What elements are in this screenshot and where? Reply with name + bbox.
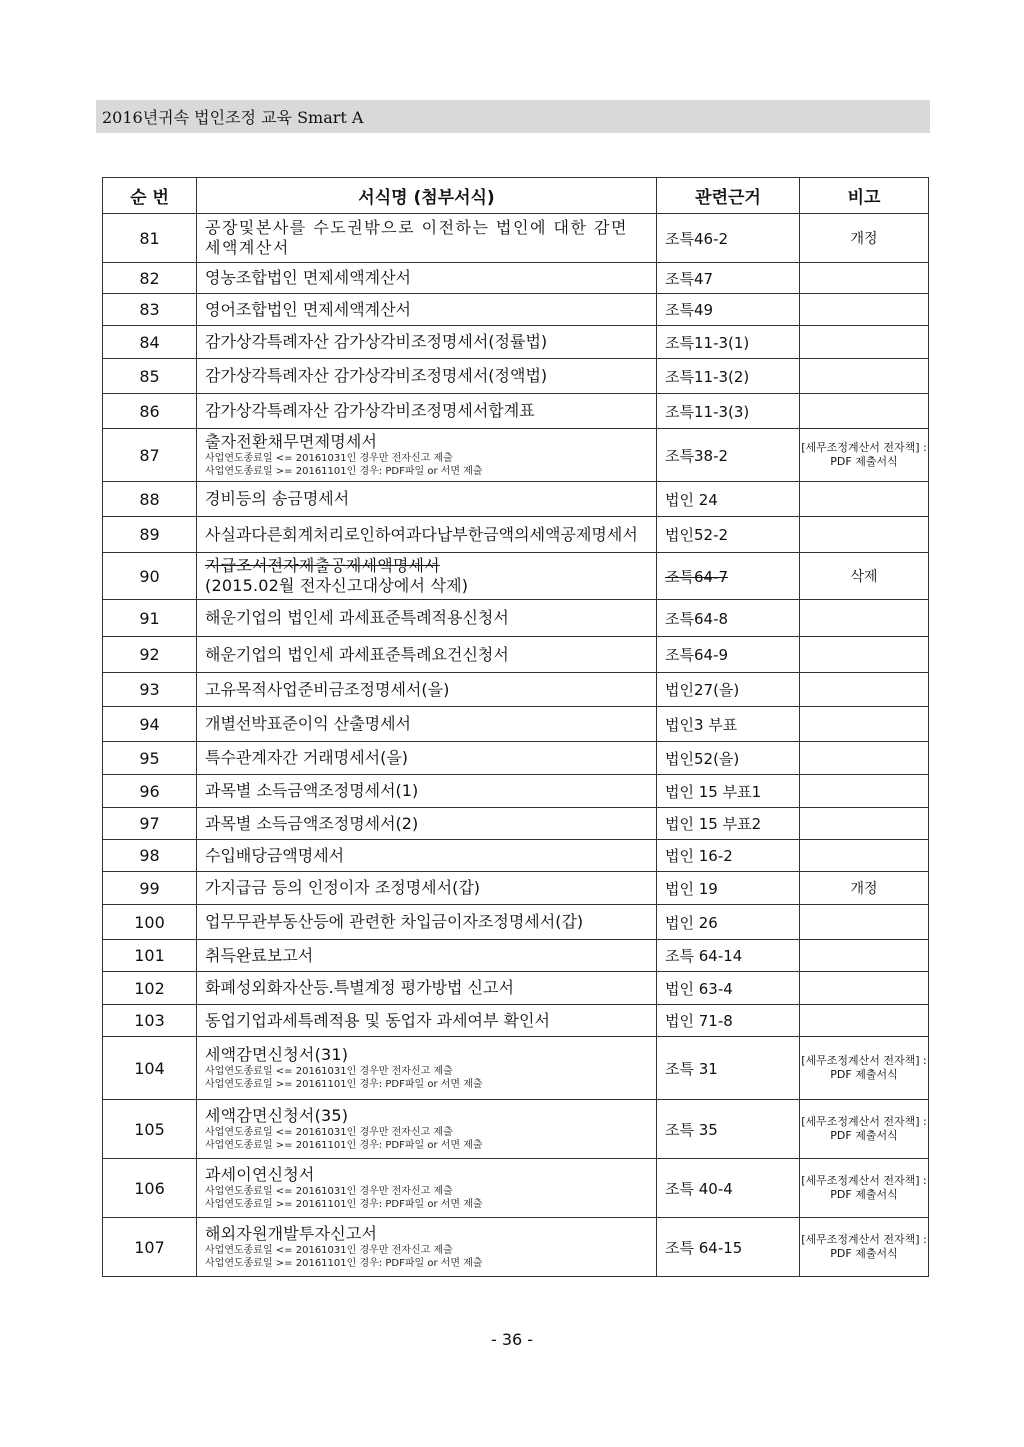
table-row: [103, 517, 929, 553]
row-number: 102: [103, 972, 197, 1005]
form-note-line: 사업연도종료일 >= 20161101인 경우: PDF파일 or 서면 제출: [205, 1257, 483, 1269]
page-number: - 36 -: [490, 1330, 534, 1349]
form-note-line: 사업연도종료일 <= 20161031인 경우만 전자신고 제출: [205, 1065, 453, 1077]
table-row: [103, 1005, 929, 1037]
document-header: [96, 100, 930, 133]
note: [800, 263, 929, 294]
legal-basis: 조특11-3(3): [657, 394, 800, 429]
table-row: [103, 742, 929, 775]
form-name: 과목별 소득금액조정명세서(1): [197, 775, 657, 808]
table-row: [103, 482, 929, 517]
note: [800, 905, 929, 940]
table-row: [103, 775, 929, 808]
table-row: [103, 1037, 929, 1100]
form-name: 가지급금 등의 인정이자 조정명세서(갑): [197, 872, 657, 905]
row-number: 101: [103, 940, 197, 972]
form-name: 경비등의 송금명세서: [197, 482, 657, 517]
row-number: 107: [103, 1218, 197, 1277]
row-number: 96: [103, 775, 197, 808]
table-row: [103, 1218, 929, 1277]
legal-basis: 조특64-8: [657, 600, 800, 637]
row-number: 81: [103, 214, 197, 263]
note: 삭제: [800, 553, 929, 600]
form-name: 업무무관부동산등에 관련한 차입금이자조정명세서(갑): [197, 905, 657, 940]
row-number: 85: [103, 359, 197, 394]
form-name: 해운기업의 법인세 과세표준특례요건신청서: [197, 637, 657, 673]
form-name-remark: (2015.02월 전자신고대상에서 삭제): [205, 576, 469, 595]
form-note-line: 사업연도종료일 >= 20161101인 경우: PDF파일 or 서면 제출: [205, 1078, 483, 1090]
row-number: 82: [103, 263, 197, 294]
form-note-line: 사업연도종료일 >= 20161101인 경우: PDF파일 or 서면 제출: [205, 1139, 483, 1151]
legal-basis: 조특11-3(2): [657, 359, 800, 394]
row-number: 105: [103, 1100, 197, 1159]
row-number: 93: [103, 673, 197, 707]
legal-basis: 법인 71-8: [657, 1005, 800, 1037]
legal-basis: 조특64-7: [657, 553, 800, 600]
form-name-text: 과세이연신청서: [205, 1165, 315, 1185]
form-name: 사실과다른회계처리로인하여과다납부한금액의세액공제명세서: [197, 517, 657, 553]
legal-basis: 조특 64-14: [657, 940, 800, 972]
table-row: [103, 972, 929, 1005]
form-note-line: 사업연도종료일 <= 20161031인 경우만 전자신고 제출: [205, 452, 453, 464]
form-name: 특수관계자간 거래명세서(을): [197, 742, 657, 775]
note: [800, 840, 929, 872]
legal-basis: 조특47: [657, 263, 800, 294]
row-number: 83: [103, 294, 197, 326]
form-name: 감가상각특례자산 감가상각비조정명세서(정액법): [197, 359, 657, 394]
legal-basis: 법인52-2: [657, 517, 800, 553]
note: [800, 482, 929, 517]
note: [세무조정계산서 전자책] : PDF 제출서식: [800, 1159, 929, 1218]
form-name: 영어조합법인 면제세액계산서: [197, 294, 657, 326]
legal-basis: 법인 24: [657, 482, 800, 517]
note: [세무조정계산서 전자책] : PDF 제출서식: [800, 1037, 929, 1100]
table-row: [103, 263, 929, 294]
note: 개정: [800, 214, 929, 263]
form-name-text: 세액감면신청서(35): [205, 1106, 349, 1126]
table-row: [103, 637, 929, 673]
form-name: 감가상각특례자산 감가상각비조정명세서(정률법): [197, 326, 657, 359]
note: [800, 775, 929, 808]
legal-basis: 조특11-3(1): [657, 326, 800, 359]
legal-basis: 조특64-9: [657, 637, 800, 673]
table-row: [103, 940, 929, 972]
row-number: 95: [103, 742, 197, 775]
form-name: 고유목적사업준비금조정명세서(을): [197, 673, 657, 707]
note: 개정: [800, 872, 929, 905]
note: [800, 1005, 929, 1037]
table-row: [103, 214, 929, 263]
form-note-line: 사업연도종료일 >= 20161101인 경우: PDF파일 or 서면 제출: [205, 465, 483, 477]
note: [800, 600, 929, 637]
form-name: [197, 1218, 657, 1277]
form-note-line: 사업연도종료일 <= 20161031인 경우만 전자신고 제출: [205, 1126, 453, 1138]
table-row: [103, 1159, 929, 1218]
note: [800, 940, 929, 972]
form-name-text: 세액감면신청서(31): [205, 1045, 349, 1065]
column-header-basis: 관련근거: [657, 178, 800, 214]
legal-basis: 법인 16-2: [657, 840, 800, 872]
note: [800, 707, 929, 742]
legal-basis: 조특38-2: [657, 429, 800, 482]
forms-table: [102, 177, 929, 1277]
row-number: 89: [103, 517, 197, 553]
row-number: 84: [103, 326, 197, 359]
table-row: [103, 429, 929, 482]
note: [800, 673, 929, 707]
column-header-note: 비고: [800, 178, 929, 214]
row-number: 104: [103, 1037, 197, 1100]
table-row: [103, 553, 929, 600]
table-row: [103, 326, 929, 359]
table-row: [103, 359, 929, 394]
row-number: 90: [103, 553, 197, 600]
column-header-number: 순 번: [103, 178, 197, 214]
note: [800, 808, 929, 840]
note: [800, 394, 929, 429]
form-name: 취득완료보고서: [197, 940, 657, 972]
note: [800, 359, 929, 394]
row-number: 100: [103, 905, 197, 940]
form-name: [197, 553, 657, 600]
legal-basis: 조특46-2: [657, 214, 800, 263]
form-name: [197, 1100, 657, 1159]
table-header-row: [103, 178, 929, 214]
form-name: 수입배당금액명세서: [197, 840, 657, 872]
form-name-text: 출자전환채무면제명세서: [205, 432, 378, 452]
table-row: [103, 294, 929, 326]
form-name-text: 해외자원개발투자신고서: [205, 1224, 378, 1244]
form-name: 동업기업과세특례적용 및 동업자 과세여부 확인서: [197, 1005, 657, 1037]
legal-basis: 법인 19: [657, 872, 800, 905]
form-name: [197, 1037, 657, 1100]
form-note-line: 사업연도종료일 <= 20161031인 경우만 전자신고 제출: [205, 1244, 453, 1256]
form-name: 감가상각특례자산 감가상각비조정명세서합계표: [197, 394, 657, 429]
legal-basis: 법인27(을): [657, 673, 800, 707]
row-number: 103: [103, 1005, 197, 1037]
note: [800, 742, 929, 775]
table-row: [103, 808, 929, 840]
form-name: [197, 429, 657, 482]
legal-basis: 법인3 부표: [657, 707, 800, 742]
table-row: [103, 600, 929, 637]
note: [800, 517, 929, 553]
legal-basis: 조특 31: [657, 1037, 800, 1100]
form-name: 해운기업의 법인세 과세표준특례적용신청서: [197, 600, 657, 637]
legal-basis: 법인 26: [657, 905, 800, 940]
note: [800, 637, 929, 673]
row-number: 94: [103, 707, 197, 742]
form-name: [197, 1159, 657, 1218]
legal-basis: 조특49: [657, 294, 800, 326]
form-name: 개별선박표준이익 산출명세서: [197, 707, 657, 742]
form-name-text: 공장및본사를 수도권밖으로 이전하는 법인에 대한 감면 세액계산서: [205, 218, 628, 257]
legal-basis: 법인52(을): [657, 742, 800, 775]
form-name: 과목별 소득금액조정명세서(2): [197, 808, 657, 840]
row-number: 97: [103, 808, 197, 840]
table-row: [103, 394, 929, 429]
legal-basis: 조특 35: [657, 1100, 800, 1159]
row-number: 92: [103, 637, 197, 673]
column-header-form-name: 서식명 (첨부서식): [197, 178, 657, 214]
form-name-text: 지급조서전자제출공제세액명세서: [205, 556, 440, 576]
form-name: 화폐성외화자산등.특별계정 평가방법 신고서: [197, 972, 657, 1005]
table-row: [103, 1100, 929, 1159]
row-number: 106: [103, 1159, 197, 1218]
note: [세무조정계산서 전자책] : PDF 제출서식: [800, 1218, 929, 1277]
legal-basis: 법인 63-4: [657, 972, 800, 1005]
legal-basis: 법인 15 부표2: [657, 808, 800, 840]
form-note-line: 사업연도종료일 <= 20161031인 경우만 전자신고 제출: [205, 1185, 453, 1197]
table-row: [103, 905, 929, 940]
form-note-line: 사업연도종료일 >= 20161101인 경우: PDF파일 or 서면 제출: [205, 1198, 483, 1210]
table-row: [103, 840, 929, 872]
note: [800, 294, 929, 326]
table-row: [103, 673, 929, 707]
row-number: 99: [103, 872, 197, 905]
row-number: 87: [103, 429, 197, 482]
form-name: 영농조합법인 면제세액계산서: [197, 263, 657, 294]
row-number: 98: [103, 840, 197, 872]
header-title: 2016년귀속 법인조정 교육 Smart A: [102, 108, 364, 127]
row-number: 88: [103, 482, 197, 517]
note: [800, 972, 929, 1005]
table-row: [103, 872, 929, 905]
note: [800, 326, 929, 359]
form-name: [197, 214, 657, 263]
legal-basis: 조특 40-4: [657, 1159, 800, 1218]
row-number: 86: [103, 394, 197, 429]
row-number: 91: [103, 600, 197, 637]
legal-basis: 법인 15 부표1: [657, 775, 800, 808]
note: [세무조정계산서 전자책] : PDF 제출서식: [800, 429, 929, 482]
table-row: [103, 707, 929, 742]
legal-basis: 조특 64-15: [657, 1218, 800, 1277]
note: [세무조정계산서 전자책] : PDF 제출서식: [800, 1100, 929, 1159]
